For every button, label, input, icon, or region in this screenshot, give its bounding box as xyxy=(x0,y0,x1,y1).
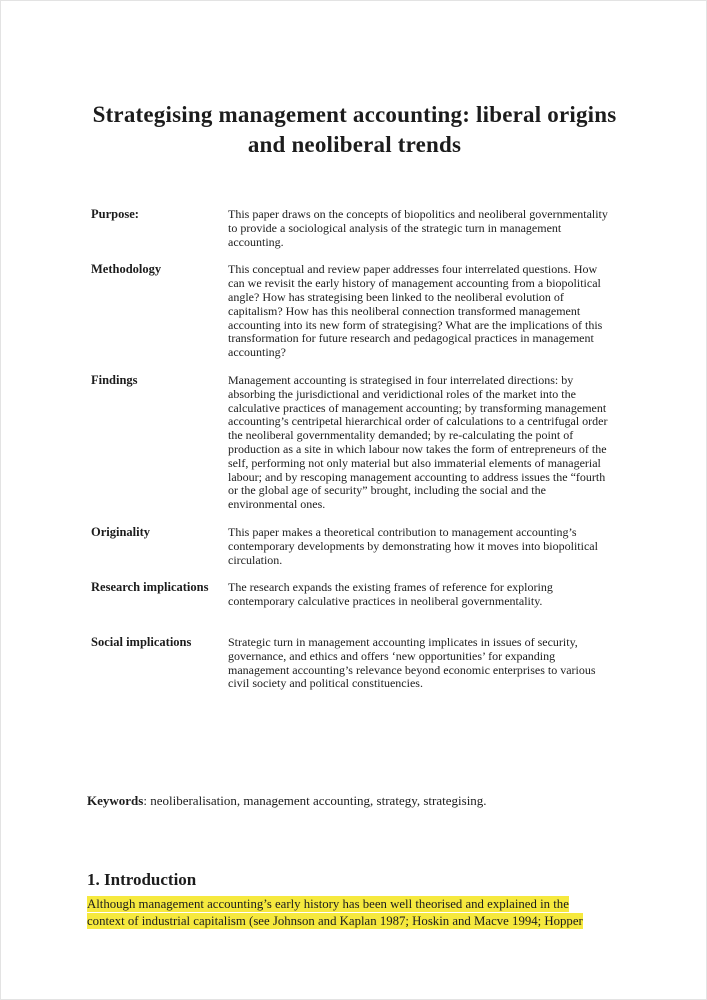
abstract-row-label: Social implications xyxy=(91,634,192,649)
abstract-row-text: Strategic turn in management accounting implicates in issues of security, governance, and ethics and offers ‘new opportunities’ for expanding management accounting’s relevance beyond economic enterprises to various civil society and political constituencies. xyxy=(228,634,596,691)
abstract-row-label: Originality xyxy=(91,524,151,539)
abstract-row-label: Findings xyxy=(91,372,138,387)
structured-abstract xyxy=(91,208,615,705)
abstract-row-label: Research implications xyxy=(91,580,209,595)
abstract-row-findings xyxy=(91,374,615,512)
section-heading-introduction: 1. Introduction xyxy=(87,870,197,890)
abstract-row-text: Management accounting is strategised in four interrelated directions: by absorbing the jurisdictional and veridictional roles of the market into the calculative practices of management accounting; by transforming management accounting’s centripetal hierarchical order of calculations to a centrifugal order the neoliberal governmentality demanded; by re-calculating the point of production as a site in which labour now takes the form of entrepreneurs of the self, performing not only material but also immaterial elements of managerial labour; and by rescoping management accounting to address issues the “fourth or the global age of security” brought, including the social and the environmental ones. xyxy=(228,372,608,512)
abstract-row-text: The research expands the existing frames of reference for exploring contemporary calculative practices in neoliberal governmentality. xyxy=(228,580,553,609)
keywords-separator: : xyxy=(143,793,151,808)
abstract-row-label: Purpose: xyxy=(91,207,139,221)
abstract-row-research-implications xyxy=(91,581,615,609)
abstract-row-label: Methodology xyxy=(91,262,162,277)
paper-title: Strategising management accounting: liberal origins and neoliberal trends xyxy=(92,102,617,157)
abstract-row-social-implications xyxy=(91,636,615,691)
abstract-row-methodology xyxy=(91,263,615,360)
introduction-paragraph xyxy=(87,896,607,930)
abstract-row-purpose xyxy=(91,208,615,249)
keywords-label: Keywords xyxy=(87,793,144,808)
keywords-line xyxy=(87,793,627,809)
abstract-row-originality xyxy=(91,526,615,567)
abstract-row-text: This paper draws on the concepts of biopolitics and neoliberal governmentality to provide a sociological analysis of the strategic turn in management accounting. xyxy=(228,207,608,249)
keywords-text: neoliberalisation, management accounting, strategy, strategising. xyxy=(150,793,487,808)
highlighted-text: Although management accounting’s early history has been well theorised and explained in the context of industrial capitalism (see Johnson and Kaplan 1987; Hoskin and Macve 1994; Hopper xyxy=(87,896,583,928)
abstract-row-text: This conceptual and review paper addresses four interrelated questions. How can we revisit the early history of management accounting from a biopolitical angle? How has strategising been linked to the neoliberal evolution of capitalism? How has this neoliberal connection transformed management accounting into its new form of strategising? What are the implications of this transformation for future research and pedagogical practices in management accounting? xyxy=(228,262,603,360)
abstract-row-text: This paper makes a theoretical contribution to management accounting’s contemporary developments by demonstrating how it moves into biopolitical circulation. xyxy=(228,524,598,567)
